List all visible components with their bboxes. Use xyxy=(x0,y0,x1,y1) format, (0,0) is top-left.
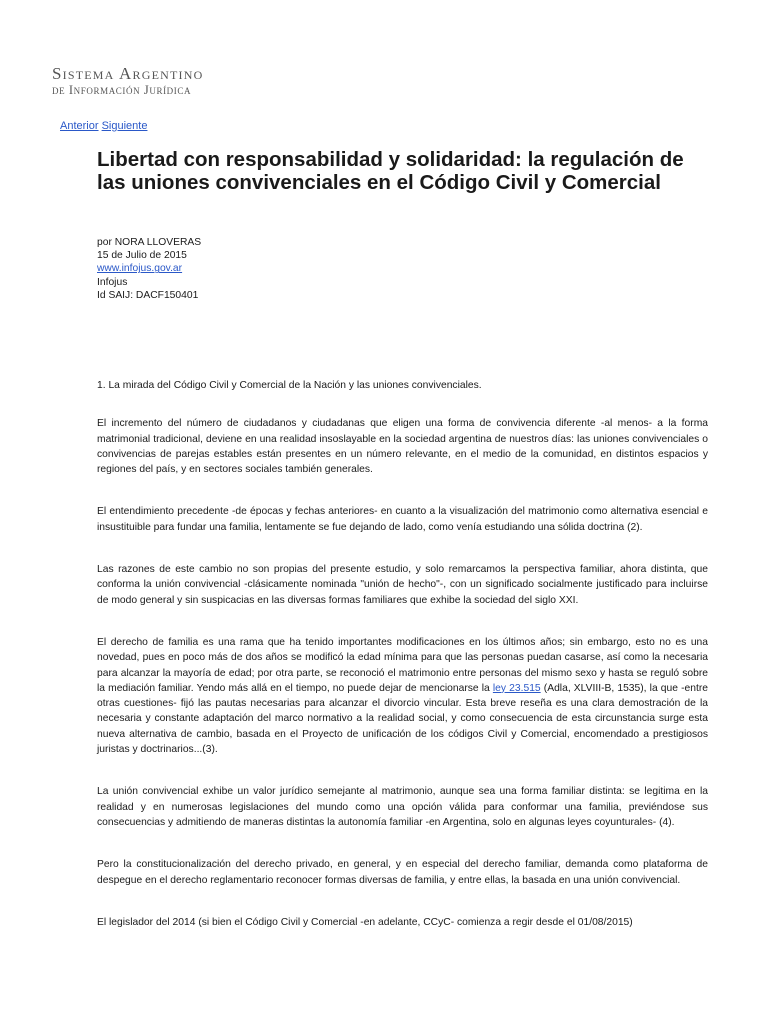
logo-line-1: Sistema Argentino xyxy=(52,64,204,83)
paragraph-3: Las razones de este cambio no son propias del presente estudio, y solo remarcamos la perspectiva familiar, ahora distinta, que conforma la unión convivencial -clásicamente nominada "unión de hecho"-, con un significado socialmente justificado para incluirse de modo general y sin suspicacias en las diversas formas familiares que exhibe la sociedad del siglo XXI. xyxy=(97,564,708,606)
section-heading: 1. La mirada del Código Civil y Comercial de la Nación y las uniones convivenciales. xyxy=(97,380,482,391)
saij-logo xyxy=(52,66,203,98)
paragraph-6: Pero la constitucionalización del derecho privado, en general, y en especial del derecho familiar, demanda como plataforma de despegue en el derecho reglamentario reconocer formas diversas de familia, y entre ellas, la basada en una unión convivencial. xyxy=(97,859,708,886)
paragraph-5: La unión convivencial exhibe un valor jurídico semejante al matrimonio, aunque sea una forma familiar distinta: se legitima en la realidad y en numerosas legislaciones del mundo como una opción válida para conformar una familia, previéndose sus consecuencias y admitiendo de maneras distintas la autonomía familiar -en Argentina, solo en algunas leyes coyunturales- (4). xyxy=(97,786,708,828)
article-publisher: Infojus xyxy=(97,276,128,288)
article-id: Id SAIJ: DACF150401 xyxy=(97,289,199,301)
article-body xyxy=(97,378,708,957)
article-title: Libertad con responsabilidad y solidaridad: la regulación de las uniones convivenciales en el Código Civil y Comercial xyxy=(97,148,684,194)
previous-link[interactable]: Anterior xyxy=(60,120,99,132)
article-author: por NORA LLOVERAS xyxy=(97,237,202,248)
website-link[interactable]: www.infojus.gov.ar xyxy=(97,263,183,275)
paragraph-2: El entendimiento precedente -de épocas y fechas anteriores- en cuanto a la visualización del matrimonio como alternativa esencial e insustituible para fundar una familia, lentamente se fue dejando de lado, como venía estudiando una sólida doctrina (2). xyxy=(97,506,708,533)
paragraph-1: El incremento del número de ciudadanos y ciudadanas que eligen una forma de convivencia diferente -al menos- a la forma matrimonial tradicional, deviene en una realidad insoslayable en la sociedad argentina de nuestros días: las uniones convivenciales o convivencias de parejas estables están presentes en un número relevante, en el medio de la comunidad, en distintos espacios y regiones del país, y en sectores sociales también generales. xyxy=(97,418,708,476)
article-metadata xyxy=(97,236,201,302)
article-navigation xyxy=(60,120,147,132)
paragraph-4 xyxy=(97,635,708,757)
logo-line-2: de Información Jurídica xyxy=(52,83,192,97)
next-link[interactable]: Siguiente xyxy=(101,120,148,132)
paragraph-4-text-b: (Adla, XLVIII-B, 1535), la que -entre otras cuestiones- fijó las pautas necesarias para alcanzar el divorcio vincular. Esta breve reseña es una clara demostración de la necesaria y constante adaptación del marco normativo a la realidad social, y como consecuencia de esta circunstancia surge esta nueva alternativa de cambio, basada en el Proyecto de unificación de los códigos Civil y Comercial, encomendado a prestigiosos juristas y doctrinarios...(3). xyxy=(97,682,708,756)
paragraph-7: El legislador del 2014 (si bien el Código Civil y Comercial -en adelante, CCyC- comienza a regir desde el 01/08/2015) xyxy=(97,916,633,928)
paragraph-4-text-a: El derecho de familia es una rama que ha tenido importantes modificaciones en los últimos años; sin embargo, esto no es una novedad, pues en poco más de dos años se modificó la edad mínima para que las personas puedan casarse, así como la necesaria para alcanzar la mayoría de edad; por otra parte, se reconoció el matrimonio entre personas del mismo sexo y hasta se reguló sobre la mediación familiar. Yendo más allá en el tiempo, no puede dejar de mencionarse la xyxy=(97,636,708,694)
ley-23515-link[interactable]: ley 23.515 xyxy=(492,682,541,694)
article-date: 15 de Julio de 2015 xyxy=(97,250,187,262)
